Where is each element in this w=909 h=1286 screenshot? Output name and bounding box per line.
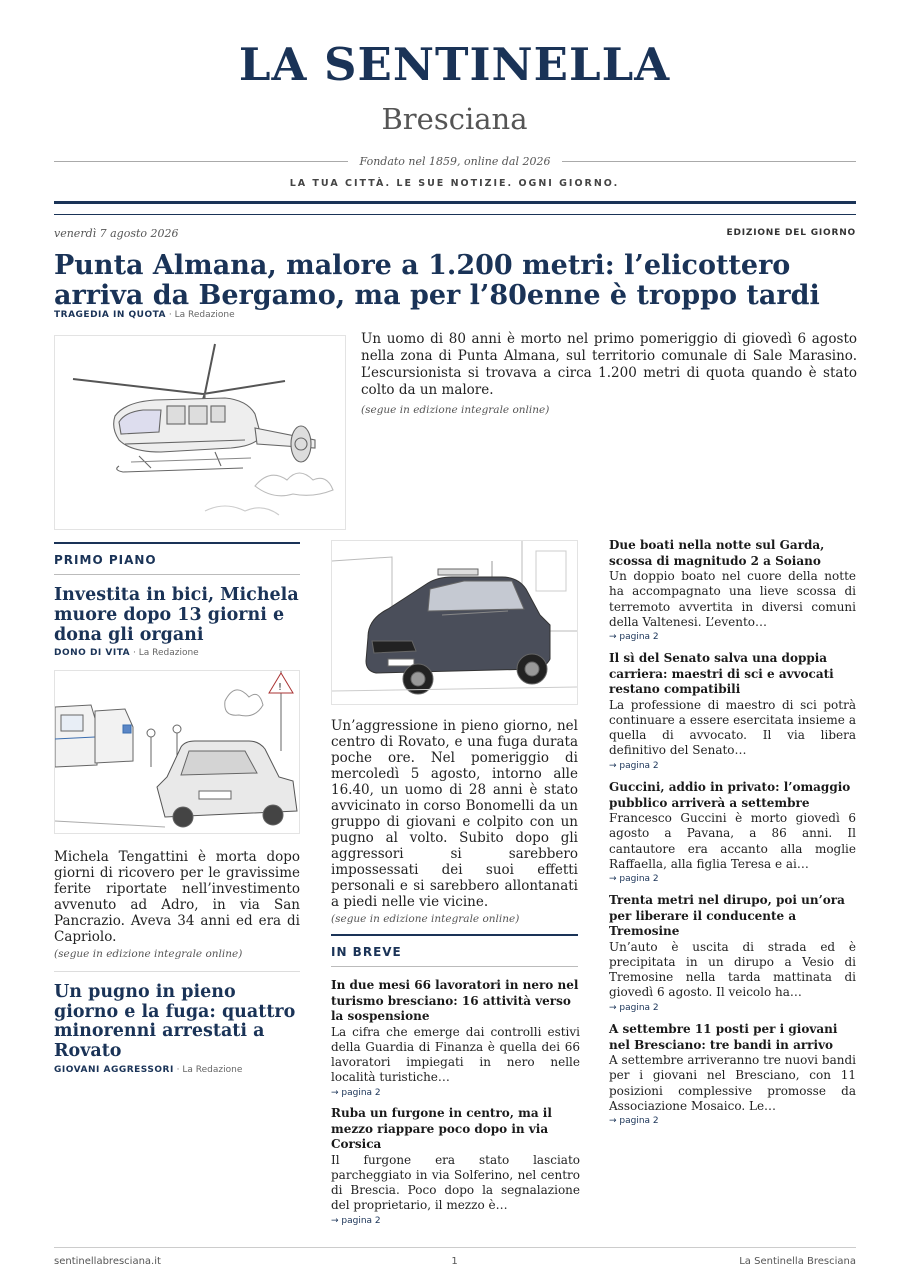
lead-kicker: TRAGEDIA IN QUOTA <box>54 310 167 320</box>
helicopter-drawing <box>55 336 346 530</box>
story-michela <box>54 585 300 658</box>
brief-title[interactable]: Trenta metri nel dirupo, poi un’ora per liberare il conducente a Tremosine <box>609 893 845 938</box>
tagline: LA TUA CITTÀ. LE SUE NOTIZIE. OGNI GIORNO. <box>289 178 620 189</box>
story-byline: GIOVANI AGGRESSORI · La Redazione <box>54 1065 243 1075</box>
story-kicker: DONO DI VITA <box>54 648 131 658</box>
svg-text:!: ! <box>278 682 283 693</box>
brief-item <box>609 780 856 884</box>
brief-item <box>609 1022 856 1126</box>
story-author: La Redazione <box>138 648 199 658</box>
dateline: venerdì 7 agosto 2026 <box>54 227 179 240</box>
masthead-subtitle: Bresciana <box>381 102 528 136</box>
brief-title[interactable]: In due mesi 66 lavoratori in nero nel turismo bresciano: 16 attività verso la sospensione <box>331 978 579 1023</box>
divider <box>54 971 300 972</box>
page-link[interactable]: → pagina 2 <box>609 874 659 885</box>
masthead-rule-thin <box>54 214 856 215</box>
brief-title[interactable]: A settembre 11 posti per i giovani nel Bresciano: tre bandi in arrivo <box>609 1022 838 1052</box>
brief-body: Francesco Guccini è morto giovedì 6 agosto a Pavana, a 86 anni. Il cantautore era accanto alla moglie Raffaella, alla figlia Teresa e ai… <box>609 811 856 871</box>
accident-drawing <box>55 671 300 834</box>
masthead-title: LA SENTINELLA <box>238 38 671 91</box>
section-in-breve: IN BREVE <box>331 934 578 967</box>
page-link[interactable]: → pagina 2 <box>331 1215 381 1226</box>
brief-body: Un doppio boato nel cuore della notte ha accompagnato una lieve scossa di terremoto avvertita in diversi comuni della Valtenesi. L’evento… <box>609 569 856 629</box>
page-number: 1 <box>451 1256 458 1267</box>
lead-byline: TRAGEDIA IN QUOTA · La Redazione <box>54 310 235 320</box>
founded-text: Fondato nel 1859, online dal 2026 <box>359 154 551 168</box>
story-body: Un’aggressione in pieno giorno, nel centro di Rovato, e una fuga durata poche ore. Nel pomeriggio di mercoledì 5 agosto, intorno alle 16.40, un uomo di 28 anni è stato avvicinato in corso Bonomelli da un gruppo di giovani e colpito con un pugno al volto. Subito dopo gli aggressori si sarebbero impossessati dei suoi effetti personali e si sarebbero allontanati a piedi nelle vie vicine. <box>331 718 578 910</box>
brief-body: Un’auto è uscita di strada ed è precipitata in un dirupo a Vesio di Tremosine nella tarda mattinata di giovedì 6 agosto. Il veicolo ha… <box>609 939 856 1000</box>
edition-label: EDIZIONE DEL GIORNO <box>726 228 856 238</box>
divider <box>54 161 348 162</box>
brief-item <box>609 538 856 642</box>
footer-site-link[interactable]: sentinellabresciana.it <box>54 1256 161 1267</box>
story-author: La Redazione <box>182 1065 243 1075</box>
read-more-link[interactable]: (segue in edizione integrale online) <box>331 913 520 925</box>
page-link[interactable]: → pagina 2 <box>609 1002 659 1013</box>
helicopter-illustration[interactable] <box>54 335 346 530</box>
brief-item <box>331 978 580 1098</box>
read-more-link[interactable]: (segue in edizione integrale online) <box>54 948 243 960</box>
brief-title[interactable]: Il sì del Senato salva una doppia carriera: maestri di sci e avvocati restano compatibili <box>609 651 834 696</box>
lead-author: La Redazione <box>174 310 235 320</box>
police-car-drawing <box>332 541 578 705</box>
brief-title[interactable]: Ruba un furgone in centro, ma il mezzo riappare poco dopo in via Corsica <box>331 1106 552 1151</box>
read-more-link[interactable]: (segue in edizione integrale online) <box>361 404 550 416</box>
founded-line <box>54 152 856 170</box>
brief-body: La cifra che emerge dai controlli estivi della Guardia di Finanza è quella dei 66 lavoratori impiegati in nero nelle località turistiche… <box>331 1024 580 1085</box>
story-byline: DONO DI VITA · La Redazione <box>54 648 199 658</box>
story-rovato-body <box>331 718 578 925</box>
carabinieri-car-illustration[interactable] <box>331 540 578 705</box>
brief-body: Il furgone era stato lasciato parcheggiato in via Solferino, nel centro di Brescia. Poco dopo la segnalazione del proprietario, il mezzo è… <box>331 1152 580 1213</box>
section-primo-piano: PRIMO PIANO <box>54 542 300 575</box>
car-accident-scene-illustration[interactable] <box>54 670 300 834</box>
page-link[interactable]: → pagina 2 <box>609 632 659 643</box>
story-headline[interactable]: Investita in bici, Michela muore dopo 13 giorni e dona gli organi <box>54 585 299 645</box>
story-body: Michela Tengattini è morta dopo giorni di ricovero per le gravissime ferite riportate nell’investimento avvenuto ad Adro, in via San Pancrazio. Aveva 34 anni ed era di Capriolo. <box>54 849 300 945</box>
brief-body: La professione di maestro di sci potrà continuare a essere esercitata insieme a quella di avvocato. Il via libera definitivo del Senato… <box>609 697 856 758</box>
brief-title[interactable]: Guccini, addio in privato: l’omaggio pubblico arriverà a settembre <box>609 780 851 810</box>
divider <box>562 161 856 162</box>
brief-title[interactable]: Due boati nella notte sul Garda, scossa di magnitudo 2 a Soiano <box>609 538 825 568</box>
brief-body: A settembre arriveranno tre nuovi bandi per i giovani nel Bresciano, con 11 posizioni complessive promosse da Associazione Mosaico. Le… <box>609 1053 856 1113</box>
lead-body <box>361 331 857 419</box>
story-michela-body <box>54 849 300 960</box>
lead-headline[interactable]: Punta Almana, malore a 1.200 metri: l’elicottero arriva da Bergamo, ma per l’80enne è troppo tardi <box>54 250 820 311</box>
brief-item <box>331 1106 580 1226</box>
page-link[interactable]: → pagina 2 <box>331 1087 381 1098</box>
brief-item <box>609 651 856 771</box>
page-link[interactable]: → pagina 2 <box>609 760 659 771</box>
footer-brand: La Sentinella Bresciana <box>739 1256 856 1267</box>
lead-body-text: Un uomo di 80 anni è morto nel primo pomeriggio di giovedì 6 agosto nella zona di Punta Almana, sul territorio comunale di Sale Marasino. L’escursionista si trovava a circa 1.200 metri di quota quando è stato colto da un malore. <box>361 331 857 398</box>
brief-item <box>609 893 856 1013</box>
footer-rule <box>54 1247 856 1248</box>
story-rovato <box>54 983 300 1075</box>
page-link[interactable]: → pagina 2 <box>609 1116 659 1127</box>
masthead-rule <box>54 201 856 204</box>
story-kicker: GIOVANI AGGRESSORI <box>54 1065 174 1075</box>
story-headline[interactable]: Un pugno in pieno giorno e la fuga: quattro minorenni arrestati a Rovato <box>54 982 296 1061</box>
